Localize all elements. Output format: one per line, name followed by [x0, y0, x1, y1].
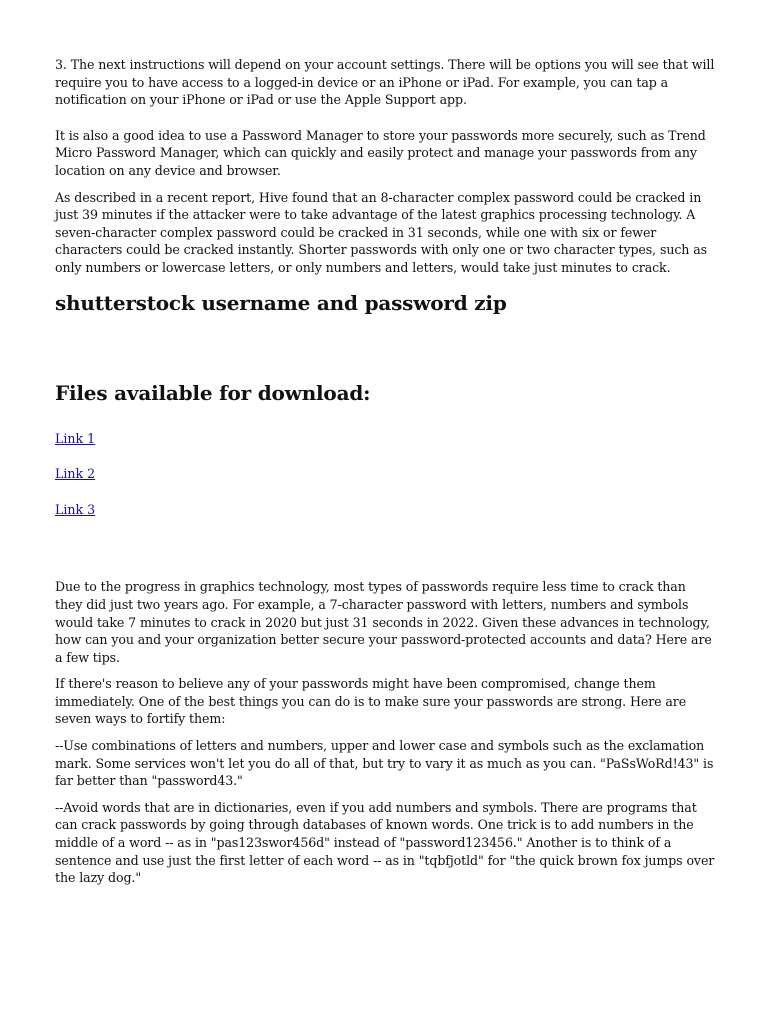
download-link-2[interactable]: Link 2 [55, 466, 96, 482]
download-link-3[interactable]: Link 3 [55, 501, 96, 517]
document-page [55, 56, 715, 896]
paragraph-change-passwords: If there's reason to believe any of your passwords might have been compromised, change them immediately. One of the best things you can do is to make sure your passwords are strong. Here are seven ways to fortify them: [55, 676, 687, 727]
paragraph-password-manager: It is also a good idea to use a Password Manager to store your passwords more securely, such as Trend Micro Password Manager, which can quickly and easily protect and manage your passwords from any location on any device and browser. [55, 127, 706, 178]
paragraph-hive-report: As described in a recent report, Hive found that an 8-character complex password could be cracked in just 39 minutes if the attacker were to take advantage of the latest graphics processing technology. A seven-character complex password could be cracked in 31 seconds, while one with six or fewer characters could be cracked instantly. Shorter passwords with only one or two character types, such as only numbers or lowercase letters, or only numbers and letters, would take just minutes to crack. [55, 189, 707, 275]
paragraph-instructions: 3. The next instructions will depend on your account settings. There will be options you will see that will require you to have access to a logged-in device or an iPhone or iPad. For example, you can tap a notification on your iPhone or iPad or use the Apple Support app. [55, 57, 715, 108]
paragraph-tip-combinations: --Use combinations of letters and numbers, upper and lower case and symbols such as the exclamation mark. Some services won't let you do all of that, but try to vary it as much as you can. "PaSsWoRd!43" is far better than "password43." [55, 738, 714, 789]
article-body [55, 578, 715, 887]
files-heading: Files available for download: [55, 380, 371, 405]
page-title: shutterstock username and password zip [55, 290, 507, 315]
download-links [55, 430, 715, 519]
paragraph-graphics-progress: Due to the progress in graphics technology, most types of passwords require less time to crack than they did just two years ago. For example, a 7-character password with letters, numbers and symbols would take 7 minutes to crack in 2020 but just 31 seconds in 2022. Given these advances in technology, how can you and your organization better secure your password-protected accounts and data? Here are a few tips. [55, 579, 712, 665]
download-link-1[interactable]: Link 1 [55, 430, 96, 446]
paragraph-tip-dictionaries: --Avoid words that are in dictionaries, even if you add numbers and symbols. There are programs that can crack passwords by going through databases of known words. One trick is to add numbers in the middle of a word -- as in "pas123swor456d" instead of "password123456." Another is to think of a sentence and use just the first letter of each word -- as in "tqbfjotld" for "the quick brown fox jumps over the lazy dog." [55, 799, 715, 886]
